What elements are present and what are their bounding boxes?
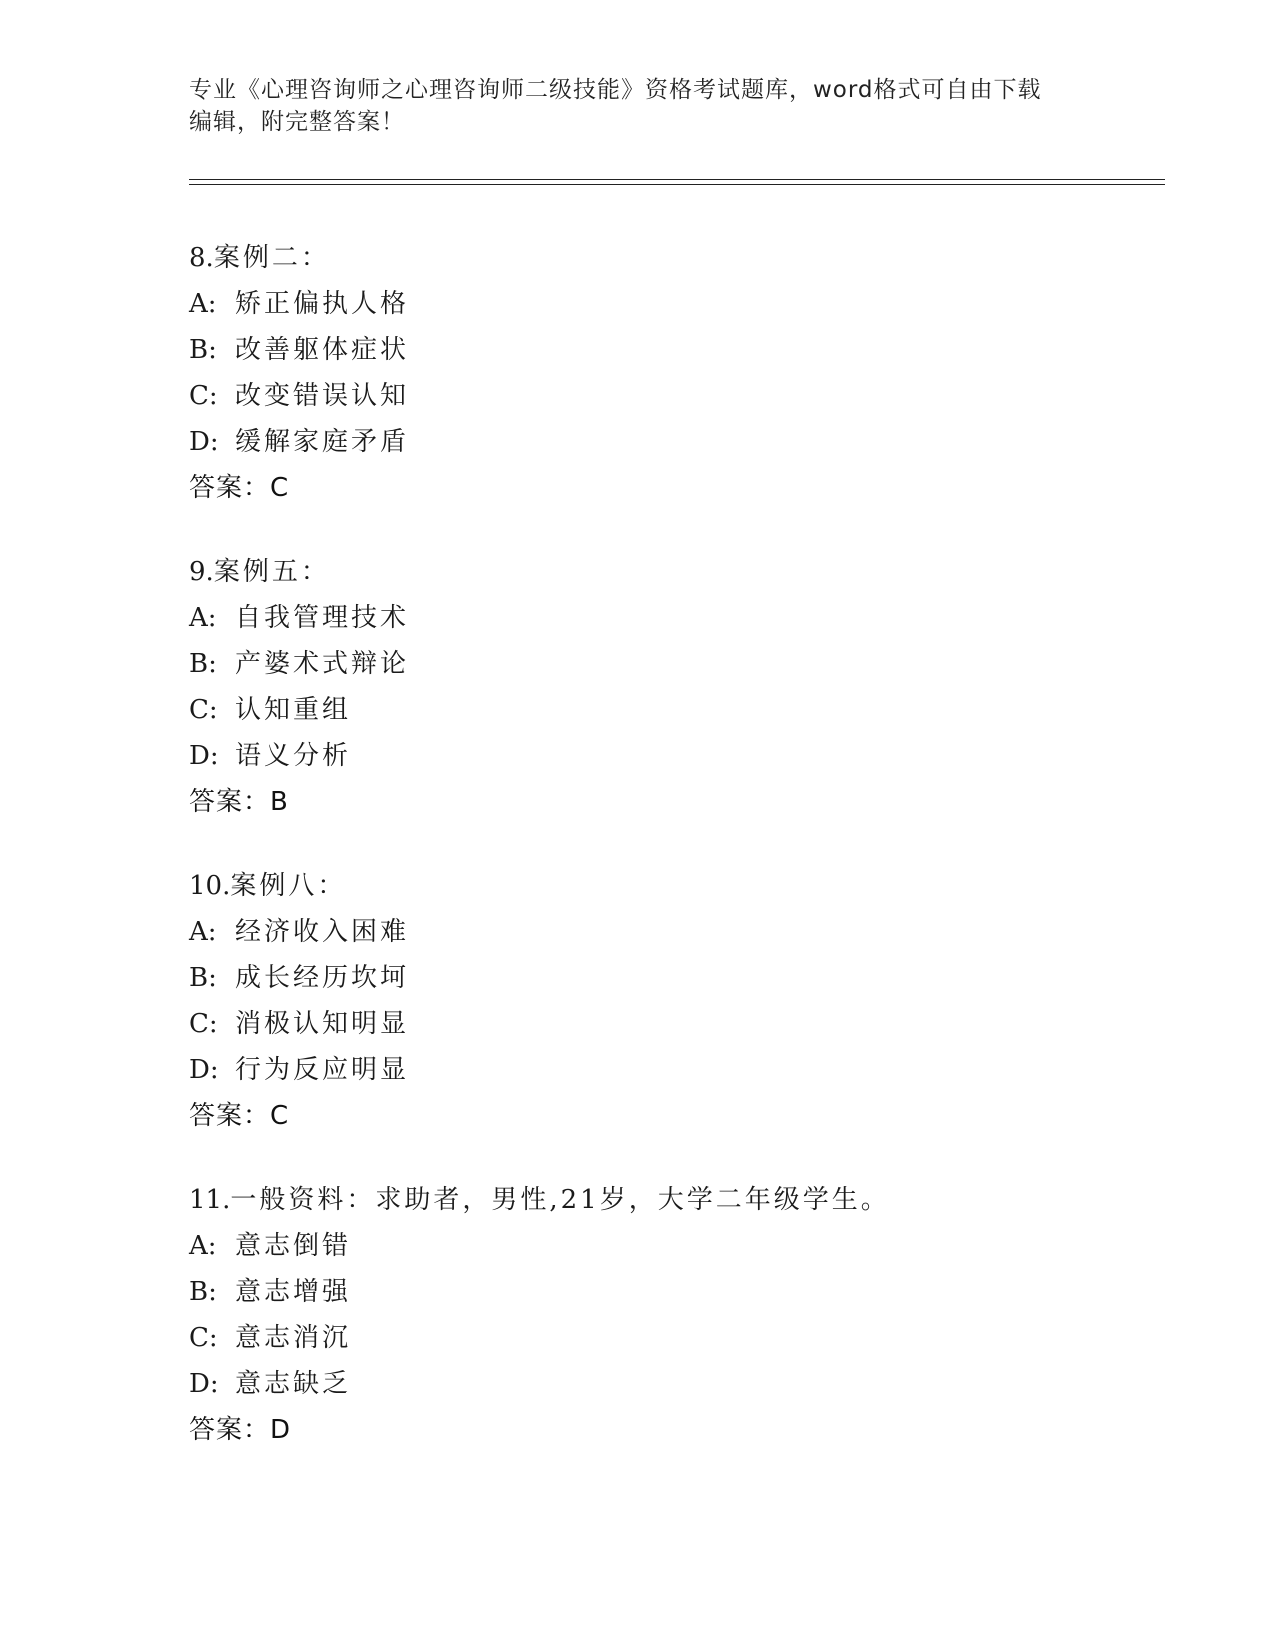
question-text: 案例八：: [230, 871, 347, 901]
option-d: [189, 733, 1169, 779]
option-letter: D:: [189, 427, 219, 457]
question-number: 10.: [189, 871, 231, 901]
option-text: 改善躯体症状: [235, 335, 410, 365]
option-text: 矫正偏执人格: [235, 289, 410, 319]
option-text: 成长经历坎坷: [235, 963, 410, 993]
option-text: 意志消沉: [235, 1323, 352, 1353]
option-c: [189, 1315, 1169, 1361]
question-text: 案例二：: [213, 243, 330, 273]
header-line-1: 专业《心理咨询师之心理咨询师二级技能》资格考试题库，word格式可自由下载: [189, 77, 1042, 103]
option-text: 意志增强: [235, 1277, 352, 1307]
question-8: [189, 235, 1169, 511]
option-text: 缓解家庭矛盾: [235, 427, 410, 457]
question-10: [189, 863, 1169, 1139]
option-text: 行为反应明显: [235, 1055, 410, 1085]
option-letter: D:: [189, 741, 219, 771]
option-c: [189, 1001, 1169, 1047]
question-list: [189, 235, 1169, 1491]
header-divider-top: [189, 179, 1165, 180]
answer-line: 答案：C: [189, 473, 290, 503]
answer-line: 答案：D: [189, 1415, 292, 1445]
option-letter: A:: [189, 1231, 217, 1261]
option-a: [189, 281, 1169, 327]
header-divider-bottom: [189, 184, 1165, 185]
option-letter: C:: [189, 695, 218, 725]
option-letter: B:: [189, 335, 217, 365]
question-title: [189, 549, 1169, 595]
option-b: [189, 327, 1169, 373]
option-letter: B:: [189, 1277, 217, 1307]
question-title: [189, 1177, 1169, 1223]
option-letter: A:: [189, 289, 217, 319]
option-text: 意志倒错: [235, 1231, 352, 1261]
option-text: 语义分析: [235, 741, 352, 771]
option-a: [189, 595, 1169, 641]
header-line-2: 编辑，附完整答案！: [189, 109, 405, 135]
option-text: 意志缺乏: [235, 1369, 352, 1399]
option-letter: A:: [189, 603, 217, 633]
question-title: [189, 863, 1169, 909]
option-c: [189, 373, 1169, 419]
option-text: 消极认知明显: [235, 1009, 410, 1039]
option-letter: B:: [189, 963, 217, 993]
document-header: [189, 74, 1089, 138]
option-b: [189, 1269, 1169, 1315]
option-text: 经济收入困难: [235, 917, 410, 947]
option-letter: A:: [189, 917, 217, 947]
option-letter: D:: [189, 1055, 219, 1085]
option-a: [189, 909, 1169, 955]
option-text: 认知重组: [235, 695, 352, 725]
option-text: 改变错误认知: [235, 381, 410, 411]
option-b: [189, 955, 1169, 1001]
question-text: 一般资料：求助者，男性,21岁，大学二年级学生。: [230, 1185, 890, 1215]
option-text: 产婆术式辩论: [235, 649, 410, 679]
option-c: [189, 687, 1169, 733]
option-a: [189, 1223, 1169, 1269]
option-letter: B:: [189, 649, 217, 679]
question-number: 11.: [189, 1185, 231, 1215]
option-d: [189, 1047, 1169, 1093]
option-letter: C:: [189, 381, 218, 411]
option-text: 自我管理技术: [235, 603, 410, 633]
option-letter: D:: [189, 1369, 219, 1399]
question-11: [189, 1177, 1169, 1453]
option-letter: C:: [189, 1323, 218, 1353]
option-b: [189, 641, 1169, 687]
question-9: [189, 549, 1169, 825]
question-number: 9.: [189, 557, 214, 587]
option-letter: C:: [189, 1009, 218, 1039]
option-d: [189, 419, 1169, 465]
answer-line: 答案：B: [189, 787, 289, 817]
question-title: [189, 235, 1169, 281]
option-d: [189, 1361, 1169, 1407]
question-text: 案例五：: [213, 557, 330, 587]
answer-line: 答案：C: [189, 1101, 290, 1131]
question-number: 8.: [189, 243, 214, 273]
